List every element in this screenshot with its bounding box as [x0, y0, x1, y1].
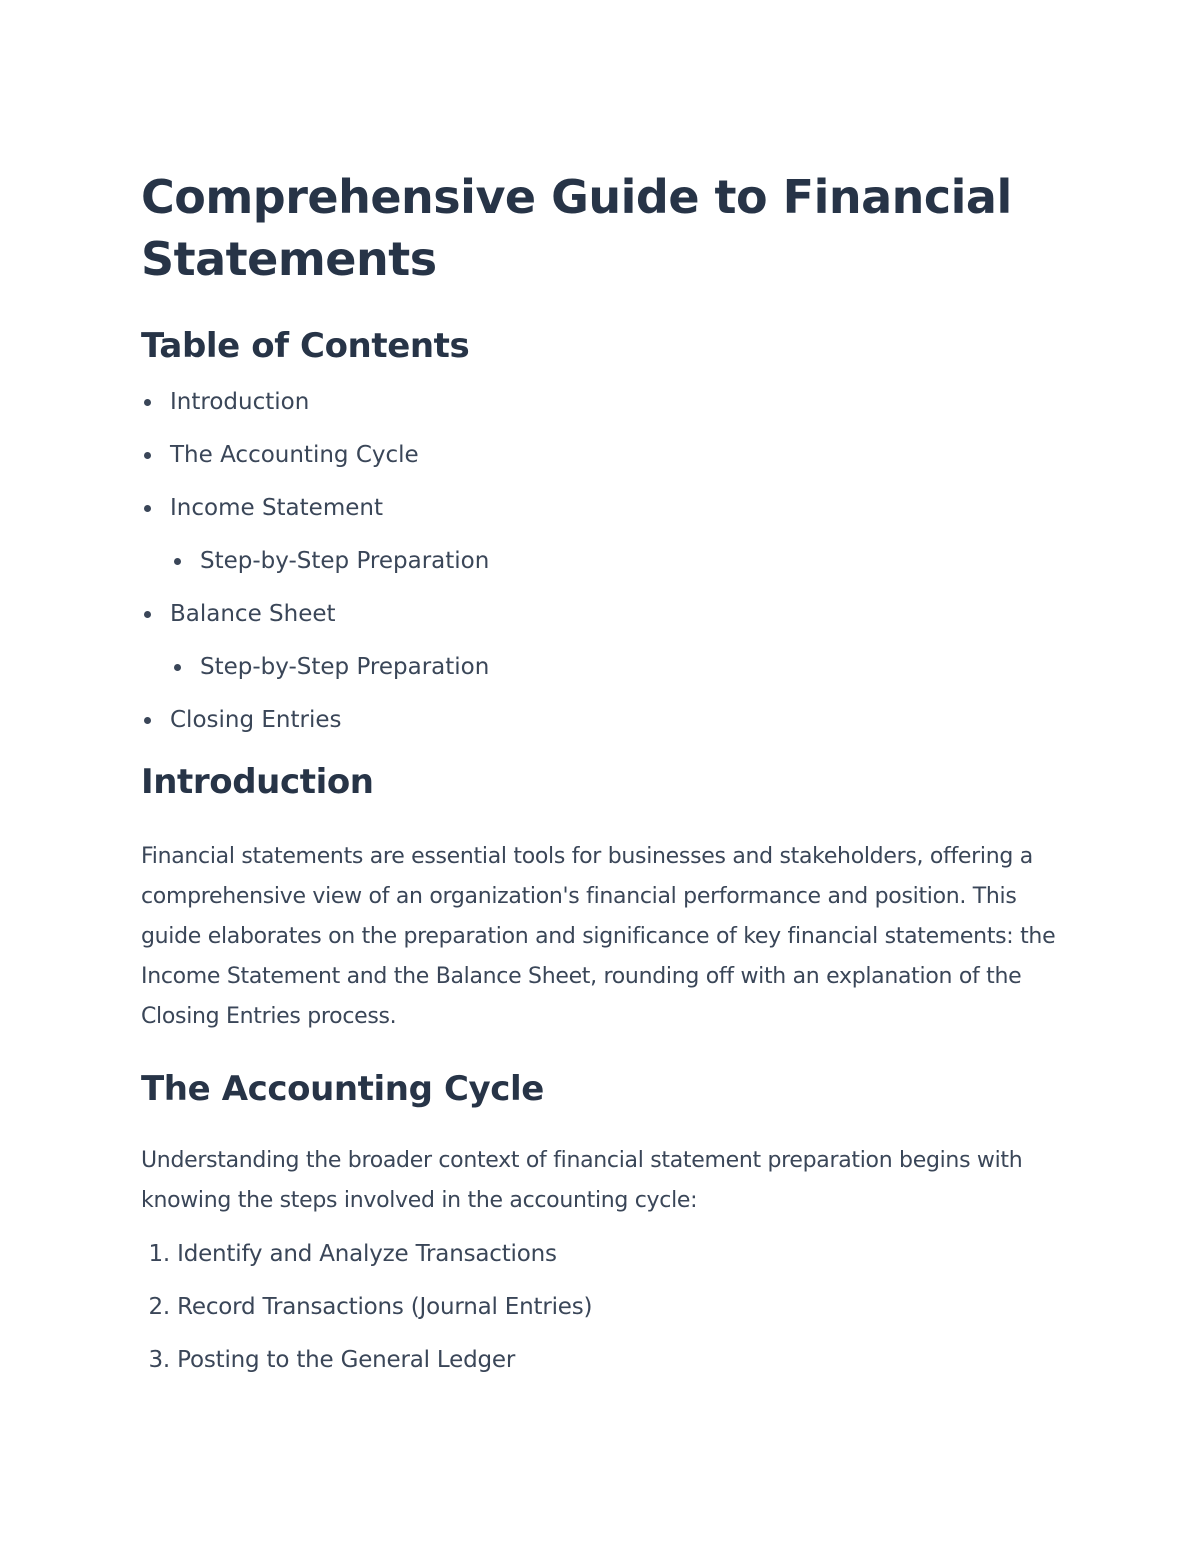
- toc-item-balance-sheet[interactable]: [141, 601, 1061, 627]
- toc-subitem-income-preparation[interactable]: [141, 548, 1061, 574]
- toc-item-label: Introduction: [170, 389, 310, 415]
- toc-item-closing-entries[interactable]: [141, 707, 1061, 733]
- toc-item-label: Balance Sheet: [170, 601, 336, 627]
- introduction-heading: Introduction: [141, 762, 374, 802]
- bullet-icon: [144, 452, 151, 459]
- list-item: [141, 1241, 1061, 1267]
- toc-heading: Table of Contents: [141, 326, 470, 366]
- toc-item-label: Step-by-Step Preparation: [200, 654, 490, 680]
- toc-subitem-balance-preparation[interactable]: [141, 654, 1061, 680]
- toc-item-income-statement[interactable]: [141, 495, 1061, 521]
- step-number: 3.: [148, 1347, 170, 1373]
- accounting-cycle-steps: [141, 1241, 1061, 1373]
- document-title: Comprehensive Guide to Financial Statements: [141, 170, 1012, 286]
- accounting-cycle-heading: The Accounting Cycle: [141, 1069, 544, 1109]
- list-item: [141, 1347, 1061, 1373]
- toc-item-accounting-cycle[interactable]: [141, 442, 1061, 468]
- bullet-icon: [144, 399, 151, 406]
- step-number: 2.: [148, 1294, 170, 1320]
- toc-item-introduction[interactable]: [141, 389, 1061, 415]
- toc-item-label: Income Statement: [170, 495, 383, 521]
- bullet-icon: [174, 558, 181, 565]
- bullet-icon: [144, 717, 151, 724]
- bullet-icon: [144, 611, 151, 618]
- bullet-icon: [144, 505, 151, 512]
- accounting-cycle-paragraph: Understanding the broader context of financial statement preparation begins with knowing the steps involved in the accounting cycle:: [141, 1148, 1023, 1213]
- introduction-paragraph: Financial statements are essential tools for businesses and stakeholders, offering a comprehensive view of an organization's financial performance and position. This guide elaborates on the preparation and significance of key financial statements: the Income Statement and the Balance Sheet, rounding off with an explanation of the Closing Entries process.: [141, 844, 1056, 1029]
- toc-item-label: The Accounting Cycle: [170, 442, 419, 468]
- toc-item-label: Closing Entries: [170, 707, 342, 733]
- step-number: 1.: [148, 1241, 170, 1267]
- step-label: Posting to the General Ledger: [177, 1347, 516, 1373]
- list-item: [141, 1294, 1061, 1320]
- step-label: Identify and Analyze Transactions: [177, 1241, 557, 1267]
- toc-item-label: Step-by-Step Preparation: [200, 548, 490, 574]
- table-of-contents: [141, 389, 1061, 733]
- step-label: Record Transactions (Journal Entries): [177, 1294, 593, 1320]
- document-page: [141, 166, 1061, 1400]
- bullet-icon: [174, 664, 181, 671]
